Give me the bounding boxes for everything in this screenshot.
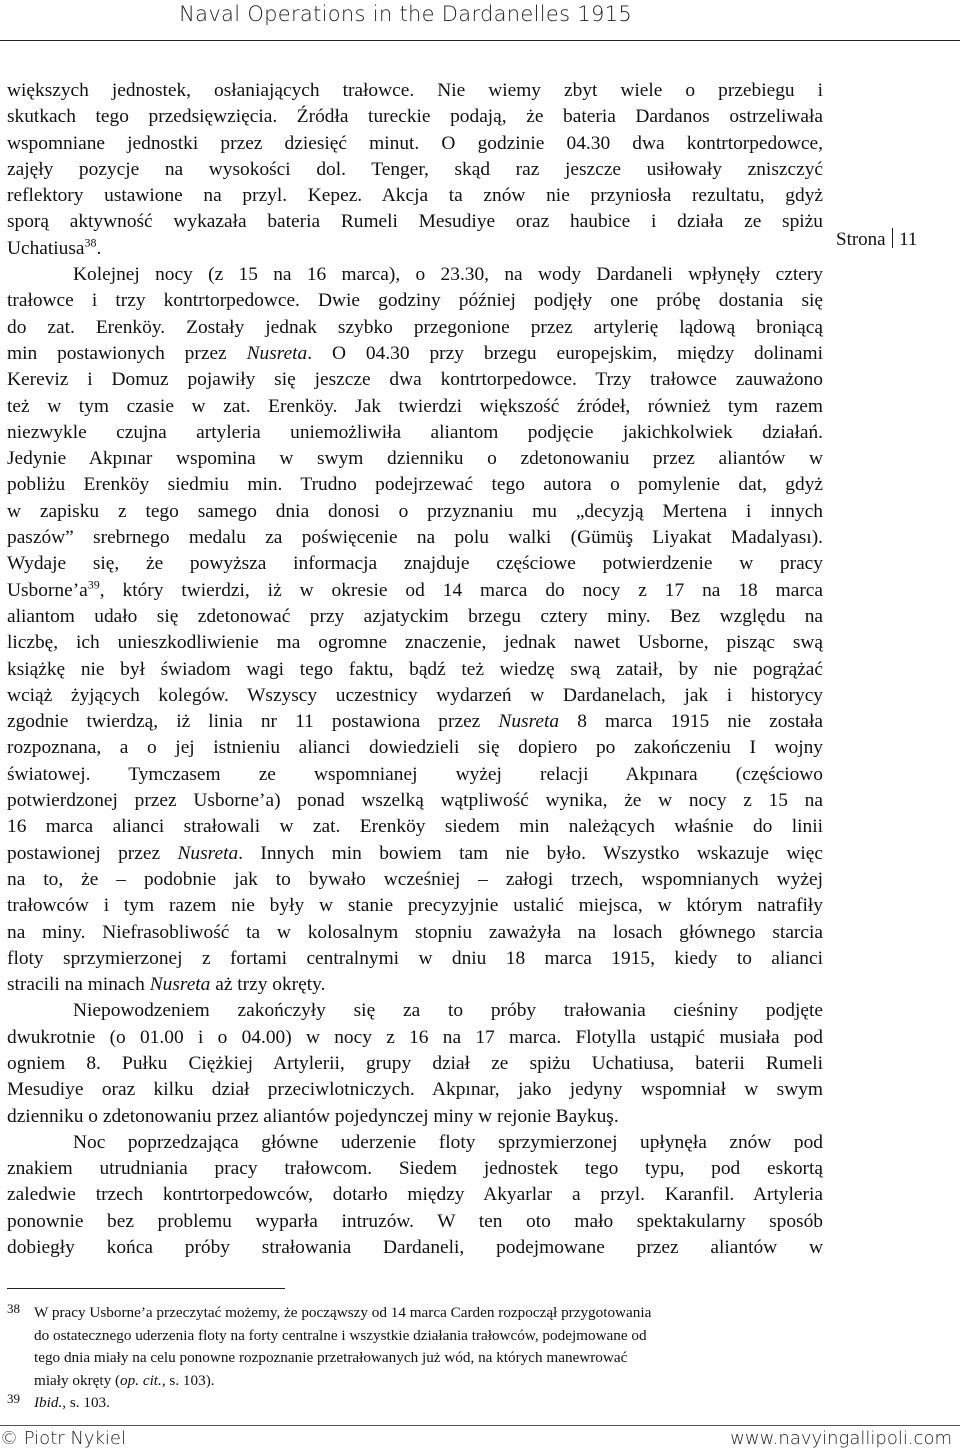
text-line: Jedynie Akpınar wspomina w swym dzienniku o zdetonowaniu przez aliantów w — [7, 448, 823, 470]
italic-text: Nusreta — [246, 342, 308, 364]
text-line — [7, 972, 823, 998]
text-line: skutkach tego przedsięwzięcia. Źródła tureckie podają, że bateria Dardanos ostrzeliwała — [7, 106, 823, 128]
text-line: aliantom udało się zdetonować przy azjatyckim brzegu cztery miny. Bez względu na — [7, 605, 823, 627]
text-span: . Innych min bowiem tam nie było. Wszystko wskazuje więc — [238, 842, 823, 864]
text-line: do zat. Erenköy. Zostały jednak szybko przegonione przez artylerię lądową broniącą — [7, 316, 823, 338]
text-line: liczbę, ich unieszkodliwienie ma ogromne znaczenie, jednak nawet Usborne, pisząc swą — [7, 632, 823, 654]
text-line: większych jednostek, osłaniających trałowce. Nie wiemy zbyt wiele o przebiegu i — [7, 80, 823, 101]
footnote-line — [34, 1370, 823, 1393]
text-line: paszów” srebrnego medalu za poświęcenie na polu walki (Gümüş Liyakat Madalyası). — [7, 527, 823, 549]
text-line: Kereviz i Domuz pojawiły się jeszcze dwa kontrtorpedowce. Trzy trałowce zauważono — [7, 369, 823, 391]
text-span: min postawionych przez — [7, 342, 247, 364]
text-line — [7, 578, 823, 604]
text-line: zaledwie trzech kontrtorpedowców, dotarło między Akyarlar a przyl. Karanfil. Artyleria — [7, 1184, 823, 1206]
text-line: 16 marca alianci strałowali w zat. Erenköy siedem min należących właśnie do linii — [7, 816, 823, 838]
text-line: Noc poprzedzająca główne uderzenie floty sprzymierzonej upłynęła znów pod — [73, 1131, 823, 1153]
footnotes — [7, 1302, 823, 1415]
text-span: Usborne’a — [7, 579, 88, 601]
text-line — [7, 236, 823, 262]
text-line: znakiem utrudniania pracy trałowcom. Siedem jednostek tego typu, pod eskortą — [7, 1158, 823, 1180]
footnote-line: tego dnia miały na celu ponowne rozpoznanie przetrałowanych już wód, na których manewrować — [34, 1349, 628, 1366]
italic-text: Nusreta — [498, 711, 560, 733]
footer-website-link[interactable]: www.navyingallipoli.com — [730, 1428, 952, 1449]
text-line: wspomniane jednostki przez dziesięć minut. O godzinie 04.30 dwa kontrtorpedowce, — [7, 132, 823, 154]
text-line: Wydaje się, że powyższa informacja znajduje częściowe potwierdzenie w pracy — [7, 553, 823, 575]
text-line: dobiegły końca próby strałowania Dardaneli, podejmowane przez aliantów w — [7, 1237, 823, 1259]
text-line: Mesudiye oraz kilku dział przeciwlotniczych. Akpınar, jako jedyny wspomniał w swym — [7, 1079, 823, 1101]
text-line: trałowce i trzy kontrtorpedowce. Dwie godziny później podjęły one próbę dostania się — [7, 290, 823, 312]
text-span: miały okręty ( — [34, 1371, 121, 1389]
text-line: na to, że – podobnie jak to bywało wcześniej – załogi trzech, wspomnianych wyżej — [7, 868, 823, 890]
text-span: , s. 103). — [161, 1371, 215, 1389]
page-number: 11 — [899, 229, 918, 250]
text-line: też w tym czasie w zat. Erenköy. Jak twierdzi większość źródeł, również tym razem — [7, 395, 823, 417]
text-line: ponownie bez problemu wyparła intruzów. W ten oto mało spektakularny sposób — [7, 1210, 823, 1232]
header-rule — [0, 40, 960, 41]
text-line: światowej. Tymczasem ze wspomnianej wyżej relacji Akpınara (częściowo — [7, 763, 823, 785]
text-span: aż trzy okręty. — [210, 974, 326, 996]
text-line: trałowców i tym razem nie były w stanie precyzyjnie ustalić miejsca, w którym natrafiły — [7, 895, 823, 917]
text-line: ogniem 8. Pułku Ciężkiej Artylerii, grupy dział ze spiżu Uchatiusa, baterii Rumeli — [7, 1052, 823, 1074]
text-line: dzienniku o zdetonowaniu przez aliantów pojedynczej miny w rejonie Baykuş. — [7, 1105, 619, 1127]
page-number-label — [836, 228, 917, 251]
text-span: , który twierdzi, iż w okresie od 14 marca do nocy z 17 na 18 marca — [99, 579, 823, 601]
text-line: książkę nie był świadom wagi tego faktu, bądź też wiedzę swą zataił, by nie pogrążać — [7, 658, 823, 680]
text-line: pobliżu Erenköy siedmiu min. Trudno podejrzewać tego autora o pomylenie dat, gdyż — [7, 474, 823, 496]
text-line — [7, 709, 823, 735]
text-span: zgodnie twierdzą, iż linia nr 11 postawiona przez — [7, 711, 499, 733]
text-line: Niepowodzeniem zakończyły się za to próby trałowania cieśniny podjęte — [73, 1000, 823, 1022]
text-span: . — [96, 237, 102, 259]
text-line: Kolejnej nocy (z 15 na 16 marca), o 23.30, na wody Dardaneli wpłynęły cztery — [73, 264, 823, 286]
text-span: Uchatiusa — [7, 237, 85, 259]
text-span: , s. 103. — [62, 1394, 110, 1411]
footnote-line — [34, 1392, 823, 1415]
footer-rule — [0, 1425, 960, 1426]
footnote-39 — [7, 1392, 823, 1415]
italic-text: Nusreta — [149, 974, 211, 996]
footnote-number: 39 — [7, 1391, 20, 1406]
text-line: rozpoznana, a o jej istnieniu alianci dowiedzieli się dopiero po zakończeniu I wojny — [7, 737, 823, 759]
footnote-line: do ostatecznego uderzenia floty na forty centralne i wszystkie działania trałowców, podejmowane od — [34, 1326, 647, 1344]
footnote-ref-39[interactable]: 39 — [87, 577, 100, 592]
italic-text: Ibid. — [34, 1394, 63, 1411]
running-header-title: Naval Operations in the Dardanelles 1915 — [179, 2, 632, 26]
text-line: wciąż żyjących kolegów. Wszyscy uczestnicy wydarzeń w Dardanelach, jak i historycy — [7, 684, 823, 706]
text-line: floty sprzymierzonej z fortami centralnymi w dniu 18 marca 1915, kiedy to alianci — [7, 947, 823, 969]
footnote-ref-38[interactable]: 38 — [84, 235, 97, 250]
italic-text: op. cit. — [120, 1371, 162, 1389]
page-label-divider — [892, 228, 894, 248]
text-line: dwukrotnie (o 01.00 i o 04.00) w nocy z 16 na 17 marca. Flotylla ustąpić musiała pod — [7, 1026, 823, 1048]
text-span: postawionej przez — [7, 842, 178, 864]
page-label-prefix: Strona — [836, 229, 886, 250]
text-line: reflektory ustawione na przyl. Kepez. Akcja ta znów nie przyniosła rezultatu, gdyż — [7, 185, 823, 207]
footnote-38 — [7, 1302, 823, 1392]
text-line: sporą aktywność wykazała bateria Rumeli Mesudiye oraz haubice i działa ze spiżu — [7, 211, 823, 233]
footnote-separator — [7, 1288, 285, 1289]
text-line — [7, 841, 823, 867]
text-line: potwierdzonej przez Usborne’a) ponad wszelką wątpliwość wynika, że w nocy z 15 na — [7, 790, 823, 812]
text-span: . O 04.30 przy brzegu europejskim, między dolinami — [307, 342, 823, 364]
footnote-line: W pracy Usborne’a przeczytać możemy, że począwszy od 14 marca Carden rozpoczął przygotowania — [34, 1304, 652, 1321]
italic-text: Nusreta — [177, 842, 239, 864]
text-line: na miny. Niefrasobliwość ta w kolosalnym stopniu zaważyła na losach głównego starcia — [7, 921, 823, 943]
footer-copyright: © Piotr Nykiel — [0, 1428, 126, 1449]
text-span: 8 marca 1915 nie została — [559, 711, 823, 733]
footnote-number: 38 — [7, 1301, 20, 1316]
text-line: niezwykle czujna artyleria uniemożliwiła aliantom podjęcie jakichkolwiek działań. — [7, 421, 823, 443]
text-line: zajęły pozycje na wysokości dol. Tenger, skąd raz jeszcze usiłowały zniszczyć — [7, 158, 823, 180]
text-line: w zapisku z tego samego dnia donosi o przyznaniu mu „decyzją Mertena i innych — [7, 500, 823, 522]
text-line — [7, 341, 823, 367]
text-span: stracili na minach — [7, 974, 150, 996]
body-text — [7, 78, 823, 1261]
